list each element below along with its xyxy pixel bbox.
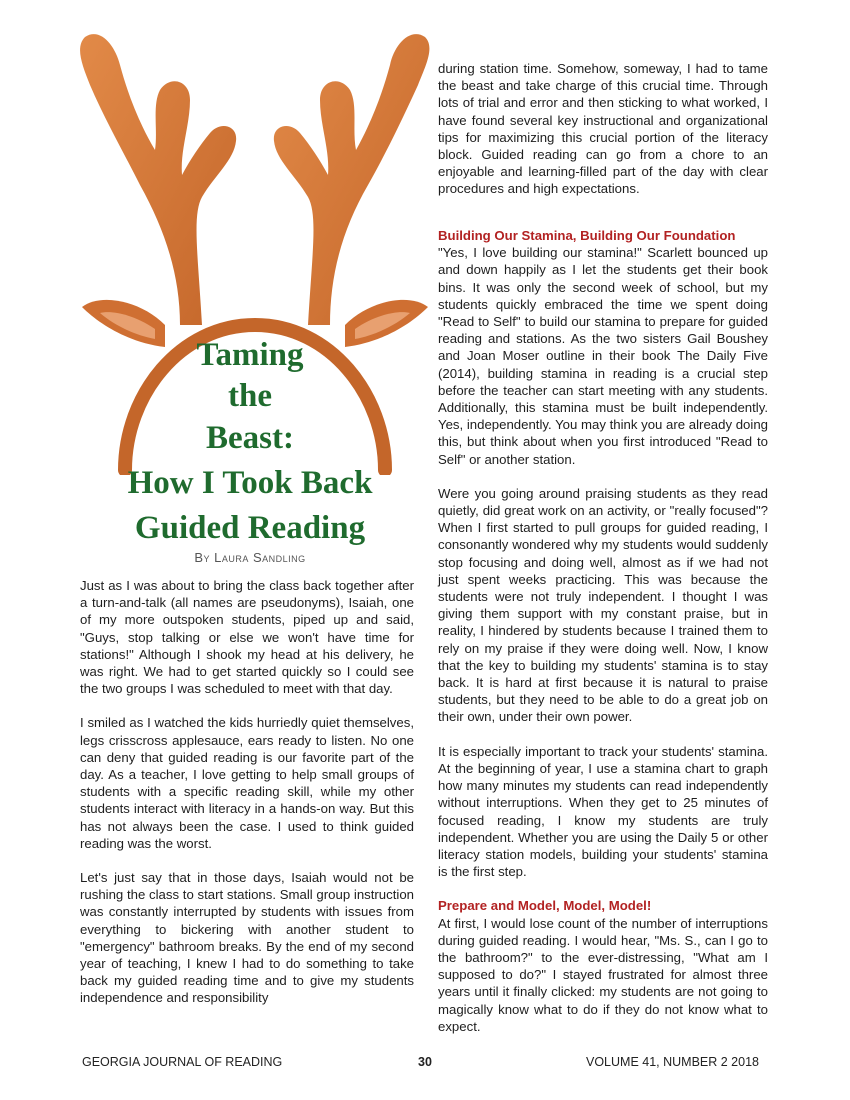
subtitle-line-2: Guided Reading xyxy=(134,510,366,546)
body-paragraph: I smiled as I watched the kids hurriedly quiet themselves, legs crisscross applesauce, ears ready to listen. No one can deny that guided reading is our favorite part of the day. As a teacher, I love getting to help small groups of students with a specific reading skill, while my other students interact with literacy in a hands-on way. But this has not always been the case. I used to think guided reading was the worst. xyxy=(80,715,414,851)
author-byline: By Laura Sandling xyxy=(194,550,306,565)
section-heading: Prepare and Model, Model, Model! xyxy=(438,898,652,914)
subtitle-line-1: How I Took Back xyxy=(127,465,373,501)
body-paragraph: Let's just say that in those days, Isaiah would not be rushing the class to start stations. Small group instruction was constantly interrupted by students with issues from everything to bickering with another student to "emergency" bathroom breaks. By the end of my second year of teaching, I knew I had to do something to take back my guided reading time and to give my students independence and responsibility xyxy=(80,870,414,1006)
body-paragraph: It is especially important to track your students' stamina. At the beginning of year, I use a stamina chart to graph how many minutes my students can read independently without interruptions. When they get to 25 minutes of focused reading, I know my students are truly independent. Whether you are using the Daily 5 or other literacy station models, building your students' stamina is the first step. xyxy=(438,743,768,880)
issue-info: VOLUME 41, NUMBER 2 2018 xyxy=(586,1055,759,1069)
body-paragraph: Were you going around praising students as they read quietly, did great work on an activity, or "really focused"? When I first started to pull groups for guided reading, I consonantly wondered why my students would suddenly stop focusing and doing well, almost as if we had not just spent weeks practicing. This was because the students were not truly independent. I thought I was giving them support with my constant praise, but in reality, I hindered by students because I trained them to rely on my praise if they were doing well. Now, I know that the key to building my students' stamina is to stay back. It is hard at first because it is natural to praise students, but they need to be able to do a great job on their own, under their own power. xyxy=(438,485,768,725)
article-title xyxy=(80,335,420,549)
body-paragraph: "Yes, I love building our stamina!" Scarlett bounced up and down happily as I let the students get their book bins. It was only the second week of school, but my students quickly embraced the time we spent doing "Read to Self" to build our stamina to prepare for guided reading and stations. As the two sisters Gail Boushey and Joan Moser outline in their book The Daily Five (2014), building stamina in reading is a crucial step before the teacher can start meeting with any students. Additionally, this stamina must be built independently. Yes, independently. You may think you are already doing this, but think about when you first introduced "Read to Self" or another station. xyxy=(438,245,768,467)
right-antler xyxy=(274,34,430,325)
intro-continuation-paragraph: during station time. Somehow, someway, I had to tame the beast and take charge of this crucial time. Through lots of trial and error and then sticking to what worked, I have found several key instructional and organizational tips for maximizing this crucial portion of the literacy block. Guided reading can go from a chore to an enjoyable and learning-filled part of the day with clear procedures and high expectations. xyxy=(438,61,768,197)
page-number: 30 xyxy=(418,1055,432,1069)
right-column-top xyxy=(438,60,768,215)
title-line-3: Beast: xyxy=(206,420,294,456)
title-line-1: Taming xyxy=(196,337,304,373)
section-heading: Building Our Stamina, Building Our Foundation xyxy=(438,228,736,243)
journal-name: GEORGIA JOURNAL OF READING xyxy=(82,1055,283,1069)
body-paragraph: Just as I was about to bring the class back together after a turn-and-talk (all names are pseudonyms), Isaiah, one of my more outspoken students, piped up and said, "Guys, stop talking or else we won't have time for stations!" Although I shook my head at his delivery, he was right. We had to get started quickly so I could see the two groups I was scheduled to meet with that day. xyxy=(80,578,414,697)
left-antler xyxy=(80,34,236,325)
title-line-2: the xyxy=(228,378,272,414)
body-paragraph: At first, I would lose count of the number of interruptions during guided reading. I would hear, "Ms. S., can I go to the bathroom?" to the ever-distressing, "What am I supposed to do?" I stayed frustrated for almost three years until it finally clicked: my students are not going to magically know what to do if they do not know what to expect. xyxy=(438,915,768,1034)
right-column xyxy=(438,227,768,1052)
left-column xyxy=(80,577,414,1024)
